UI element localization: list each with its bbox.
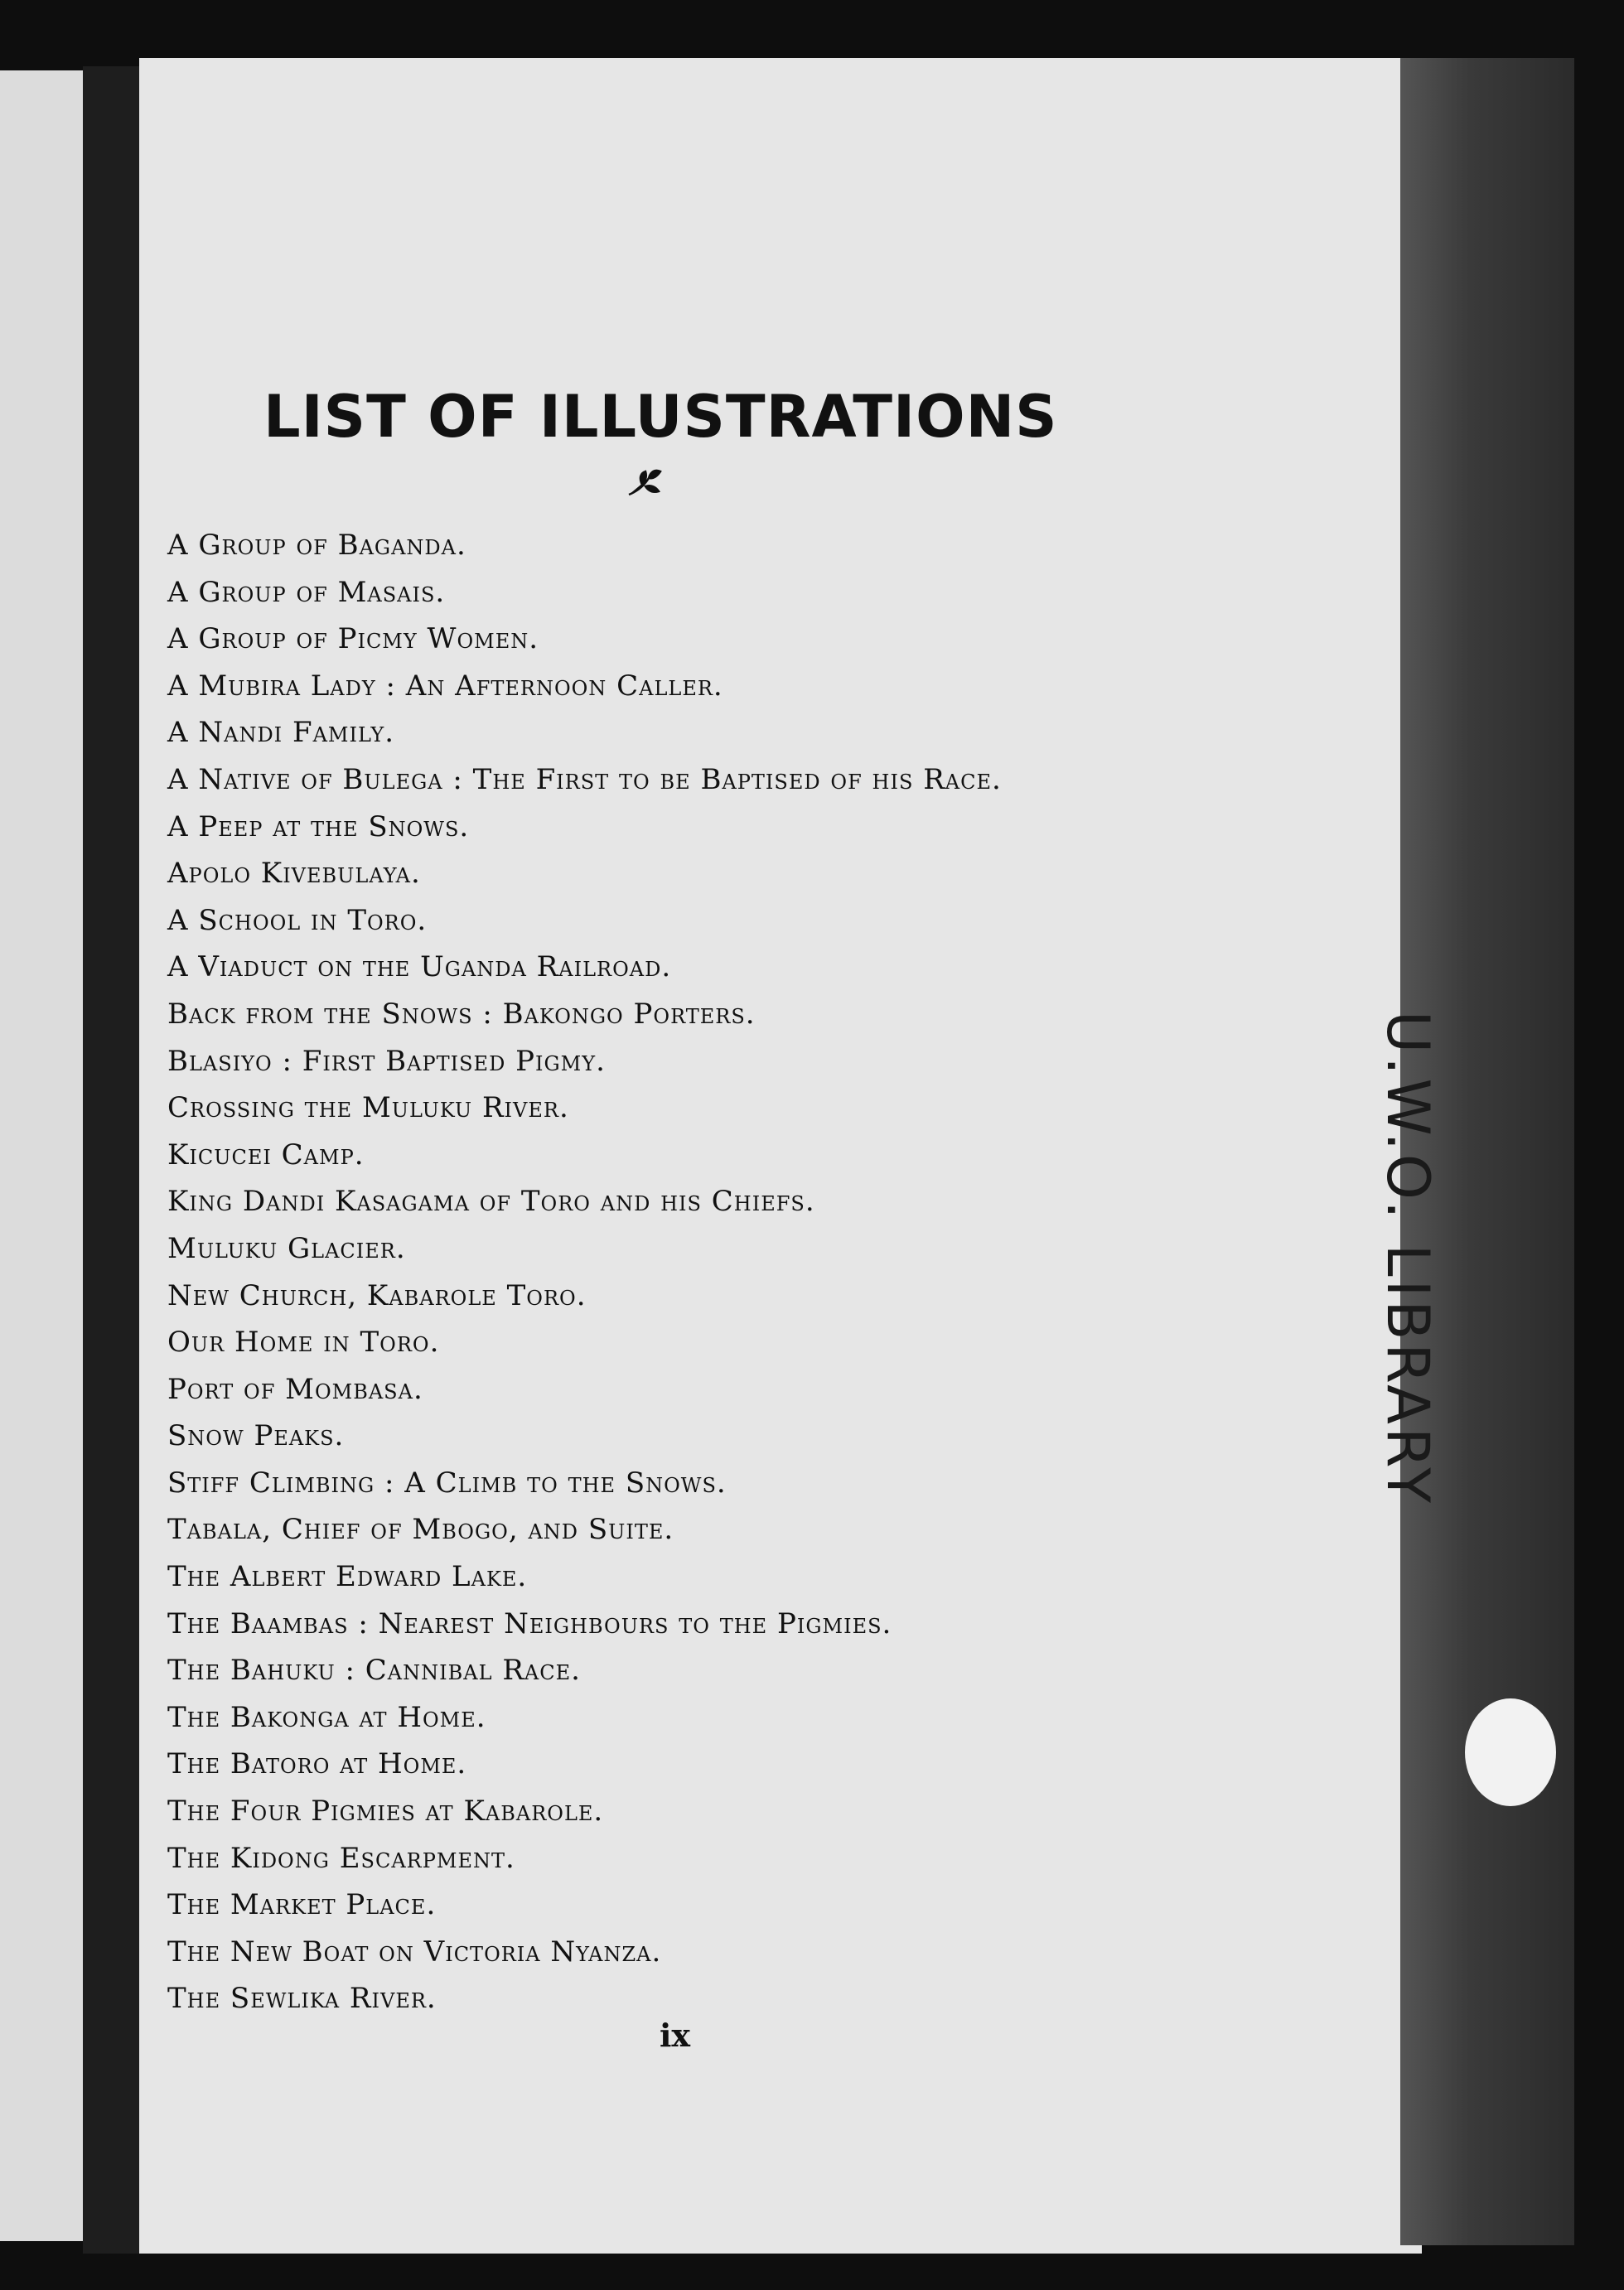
list-item: The Bahuku : Cannibal Race. (167, 1654, 581, 1688)
list-item: The Four Pigmies at Kabarole. (167, 1795, 604, 1829)
list-item: A Native of Bulega : The First to be Baptised of his Race. (167, 762, 1002, 796)
list-item: Back from the Snows : Bakongo Porters. (167, 997, 756, 1031)
list-item: Our Home in Toro. (167, 1326, 440, 1360)
book-gutter (83, 66, 143, 2254)
list-item: A Nandi Family. (167, 716, 395, 750)
list-item: Muluku Glacier. (167, 1231, 406, 1265)
list-item: A Peep at the Snows. (167, 809, 470, 843)
list-item: The Baambas : Nearest Neighbours to the Pigmies. (167, 1606, 892, 1640)
list-item: The Bakonga at Home. (167, 1700, 486, 1734)
list-item: The Kidong Escarpment. (167, 1841, 515, 1875)
list-item: Stiff Climbing : A Climb to the Snows. (167, 1466, 727, 1500)
list-item: The Batoro at Home. (167, 1747, 467, 1781)
paper-damage-spot (1465, 1698, 1556, 1806)
illustrations-list (167, 522, 1245, 2022)
list-item: King Dandi Kasagama of Toro and his Chiefs. (167, 1185, 815, 1219)
list-item: Apolo Kivebulaya. (167, 857, 421, 891)
list-item: Kicucei Camp. (167, 1138, 365, 1172)
list-item: A Mubira Lady : An Afternoon Caller. (167, 669, 723, 703)
list-item: Blasiyo : First Baptised Pigmy. (167, 1044, 606, 1078)
facing-page-edge (0, 70, 83, 2241)
list-item: Tabala, Chief of Mbogo, and Suite. (167, 1513, 674, 1547)
list-item: The Market Place. (167, 1888, 437, 1922)
list-item: The Sewlika River. (167, 1982, 437, 2016)
list-item: A Group of Baganda. (167, 529, 466, 562)
list-item: A School in Toro. (167, 903, 428, 937)
list-item: A Viaduct on the Uganda Railroad. (167, 950, 672, 984)
list-item: The New Boat on Victoria Nyanza. (167, 1935, 662, 1969)
list-item: New Church, Kabarole Toro. (167, 1278, 587, 1312)
page-number: ix (660, 2017, 691, 2054)
leaf-ornament-icon (626, 466, 664, 500)
spine-library-label: U.W.O. LIBRARY (1374, 1011, 1442, 1506)
list-item: A Group of Masais. (167, 575, 446, 609)
page-title: LIST OF ILLUSTRATIONS (263, 383, 1058, 451)
list-item: A Group of Picmy Women. (167, 622, 539, 656)
list-item: Snow Peaks. (167, 1419, 345, 1453)
list-item: Port of Mombasa. (167, 1372, 423, 1406)
list-item: Crossing the Muluku River. (167, 1091, 569, 1125)
list-item: The Albert Edward Lake. (167, 1560, 528, 1594)
